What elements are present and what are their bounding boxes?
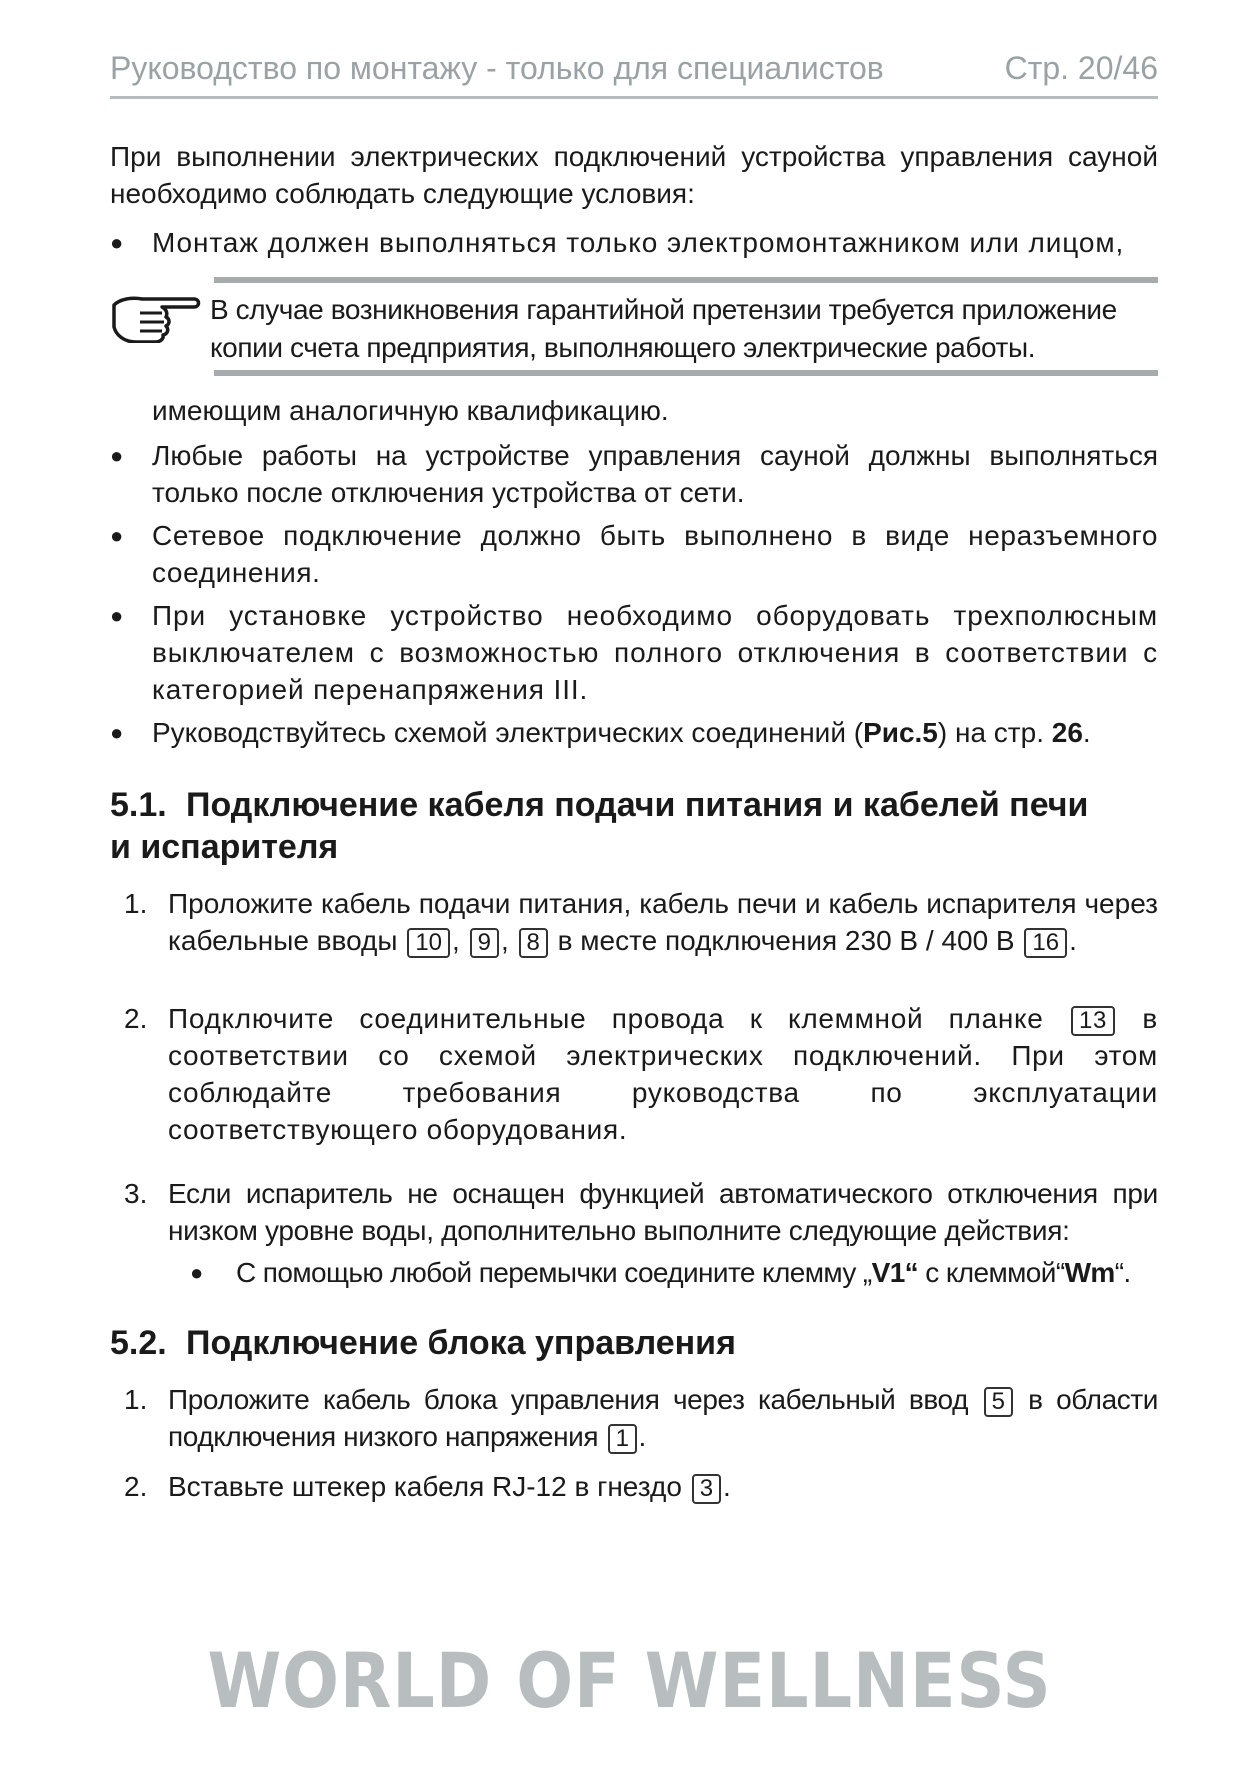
callout-box: 3	[692, 1474, 721, 1504]
bullet-item-1-continued	[110, 392, 1158, 429]
sub-text-part: “.	[1114, 1257, 1131, 1288]
bullet-text-part: Руководствуйтесь схемой электрических соединений (	[152, 717, 864, 748]
sub-bullet-text	[236, 1254, 1158, 1291]
bullet-item-4	[110, 597, 1158, 708]
section-heading-5-1	[110, 784, 1158, 868]
step-5-1-3	[110, 1175, 1158, 1249]
step-number: 2.	[124, 1471, 148, 1502]
step-text-part: в соответствии со схемой электрических подключений. При этом соблюдайте требования руководства по эксплуатации соответствующего оборудования.	[168, 1003, 1158, 1145]
section-number: 5.2.	[110, 1324, 167, 1362]
bullet-text	[152, 714, 1158, 751]
figure-reference: Рис.5	[863, 717, 938, 748]
bullet-dot: ●	[110, 720, 124, 745]
page-header	[110, 50, 1158, 99]
section-title: Подключение блока управления	[186, 1324, 736, 1362]
step-5-2-1	[110, 1381, 1158, 1455]
step-text	[168, 1000, 1158, 1148]
bullet-item-3	[110, 517, 1158, 591]
bullet-dot: ●	[110, 523, 124, 548]
separator: ,	[452, 925, 460, 956]
page-reference: 26	[1051, 717, 1083, 748]
callout-box: 16	[1024, 928, 1067, 958]
step-text-part: Подключите соединительные провода к клеммной планке	[168, 1003, 1044, 1034]
bullet-text: Монтаж должен выполняться только электромонтажником или лицом,	[152, 227, 1125, 258]
step-number: 3.	[124, 1178, 148, 1209]
note-text: В случае возникновения гарантийной претензии требуется приложение копии счета предприятия, выполняющего электрические работы.	[210, 294, 1117, 363]
bullet-text: Любые работы на устройстве управления сауной должны выполняться только после отключения устройства от сети.	[152, 440, 1158, 508]
callout-box: 10	[407, 928, 450, 958]
bullet-text: Сетевое подключение должно быть выполнено в виде неразъемного соединения.	[152, 520, 1158, 588]
bullet-dot: ●	[110, 603, 124, 628]
step-text-part: .	[723, 1471, 731, 1502]
step-text: Если испаритель не оснащен функцией автоматического отключения при низком уровне воды, дополнительно выполните следующие действия:	[168, 1178, 1158, 1246]
bullet-item-2	[110, 437, 1158, 511]
bullet-text-part: .	[1082, 717, 1091, 748]
terminal-wm: Wm	[1064, 1257, 1115, 1288]
step-5-2-2	[110, 1468, 1158, 1505]
bullet-item-1	[110, 224, 1158, 261]
section-number: 5.1.	[110, 786, 167, 824]
brand-wordmark: WORLD OF WELLNESS	[207, 1636, 1052, 1725]
section-title-line1: Подключение кабеля подачи питания и кабелей печи	[186, 786, 1089, 824]
page-number: Стр. 20/46	[1004, 50, 1158, 86]
note-box	[110, 277, 1158, 377]
bullet-text: имеющим аналогичную квалификацию.	[152, 395, 669, 426]
note-divider-top	[214, 277, 1158, 283]
note-divider-bottom	[214, 370, 1158, 376]
step-5-1-1	[110, 885, 1158, 959]
step-text	[168, 1468, 1158, 1505]
sub-bullet-jumper	[190, 1254, 1158, 1291]
step-text-part: .	[1069, 925, 1077, 956]
step-text-part: Проложите кабель блока управления через кабельный ввод	[168, 1384, 969, 1415]
bullet-text-part: ) на стр.	[937, 717, 1052, 748]
callout-box: 13	[1071, 1006, 1115, 1036]
callout-box: 8	[519, 928, 548, 958]
callout-box: 5	[984, 1387, 1013, 1417]
callout-box: 9	[470, 928, 499, 958]
bullet-dot: ●	[110, 443, 124, 468]
step-number: 1.	[124, 888, 148, 919]
section-title-line2: и испарителя	[110, 828, 339, 866]
pointing-hand-icon	[110, 287, 202, 343]
intro-paragraph: При выполнении электрических подключений устройства управления сауной необходимо соблюдать следующие условия:	[110, 141, 1158, 209]
terminal-v1: V1“	[871, 1257, 919, 1288]
step-5-1-2	[110, 1000, 1158, 1148]
section-heading-5-2	[110, 1322, 1158, 1364]
bullet-dot: ●	[110, 230, 124, 255]
bullet-text: При установке устройство необходимо оборудовать трехполюсным выключателем с возможностью полного отключения в соответствии с категорией перенапряжения III.	[152, 600, 1158, 705]
step-text-part: Вставьте штекер кабеля RJ-12 в гнездо	[168, 1471, 682, 1502]
step-number: 1.	[124, 1384, 148, 1415]
header-title: Руководство по монтажу - только для специалистов	[110, 50, 884, 86]
bullet-dot: ●	[190, 1260, 203, 1285]
bullet-item-5	[110, 714, 1158, 751]
step-text	[168, 885, 1158, 959]
step-text-part: Проложите кабель подачи питания, кабель печи и кабель испарителя через кабельные вводы	[168, 888, 1158, 956]
step-text	[168, 1381, 1158, 1455]
separator: ,	[500, 925, 509, 956]
step-text-part: .	[638, 1421, 646, 1452]
sub-text-part: с клеммой“	[918, 1257, 1065, 1288]
sub-text-part: С помощью любой перемычки соедините клемму „	[236, 1257, 872, 1288]
step-number: 2.	[124, 1003, 148, 1034]
callout-box: 1	[608, 1424, 637, 1454]
step-text-part: в области подключения низкого напряжения	[168, 1384, 1159, 1452]
step-text-part: в месте подключения 230 В / 400 В	[557, 925, 1015, 956]
